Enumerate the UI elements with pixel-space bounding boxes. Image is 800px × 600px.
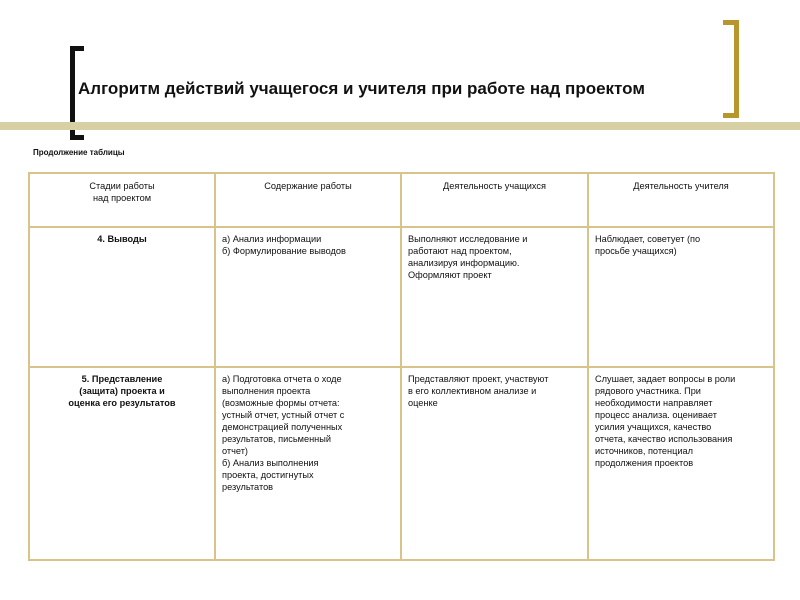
- slide-title: Алгоритм действий учащегося и учителя при работе над проектом: [78, 79, 645, 98]
- cell-line: Представляют проект, участвуют: [408, 374, 549, 384]
- header-stage-line: над проектом: [92, 193, 152, 203]
- content-cell: [215, 367, 401, 560]
- project-algorithm-table: [28, 172, 775, 561]
- cell-line: просьбе учащихся): [595, 246, 677, 256]
- cell-line: работают над проектом,: [408, 246, 512, 256]
- cell-line: а) Анализ информации: [222, 234, 322, 244]
- cell-line: продолжения проектов: [595, 458, 694, 468]
- cell-line: оценке: [408, 398, 438, 408]
- cell-line: источников, потенциал: [595, 446, 693, 456]
- cell-line: необходимости направляет: [595, 398, 713, 408]
- cell-line: демонстрацией полученных: [222, 422, 343, 432]
- students-cell: [401, 367, 588, 560]
- cell-line: рядового участника. При: [595, 386, 701, 396]
- teacher-cell: [588, 227, 774, 367]
- header-stage-line: Стадии работы: [89, 181, 155, 191]
- header-content-line: Содержание работы: [264, 181, 352, 191]
- header-stage: [29, 173, 215, 227]
- cell-line: результатов, письменный: [222, 434, 331, 444]
- header-teacher: [588, 173, 774, 227]
- cell-line: отчет): [222, 446, 248, 456]
- cell-line: анализируя информацию.: [408, 258, 520, 268]
- teacher-cell: [588, 367, 774, 560]
- table-continuation-label: Продолжение таблицы: [33, 148, 125, 157]
- cell-line: Выполняют исследование и: [408, 234, 528, 244]
- header-teacher-line: Деятельность учителя: [633, 181, 729, 191]
- cell-line: усилия учащихся, качество: [595, 422, 712, 432]
- students-cell: [401, 227, 588, 367]
- cell-line: оценка его результатов: [68, 398, 176, 408]
- cell-line: отчета, качество использования: [595, 434, 733, 444]
- content-cell: [215, 227, 401, 367]
- cell-line: в его коллективном анализе и: [408, 386, 537, 396]
- cell-line: (защита) проекта и: [79, 386, 165, 396]
- cell-line: процесс анализа. оценивает: [595, 410, 717, 420]
- cell-line: Слушает, задает вопросы в роли: [595, 374, 736, 384]
- cell-line: 5. Представление: [81, 374, 163, 384]
- stage-cell: [29, 367, 215, 560]
- cell-line: (возможные формы отчета:: [222, 398, 340, 408]
- cell-line: а) Подготовка отчета о ходе: [222, 374, 342, 384]
- table-header-row: [29, 173, 774, 227]
- right-bracket-decoration: [723, 20, 739, 118]
- header-content: [215, 173, 401, 227]
- cell-line: б) Анализ выполнения: [222, 458, 319, 468]
- cell-line: результатов: [222, 482, 274, 492]
- cell-line: Наблюдает, советует (по: [595, 234, 701, 244]
- title-underline-bar: [0, 122, 800, 130]
- table-row: [29, 367, 774, 560]
- cell-line: Оформляют проект: [408, 270, 492, 280]
- table-row: [29, 227, 774, 367]
- header-students: [401, 173, 588, 227]
- header-students-line: Деятельность учащихся: [443, 181, 546, 191]
- stage-cell: [29, 227, 215, 367]
- cell-line: 4. Выводы: [97, 234, 147, 244]
- cell-line: проекта, достигнутых: [222, 470, 314, 480]
- cell-line: устный отчет, устный отчет с: [222, 410, 345, 420]
- cell-line: выполнения проекта: [222, 386, 311, 396]
- cell-line: б) Формулирование выводов: [222, 246, 346, 256]
